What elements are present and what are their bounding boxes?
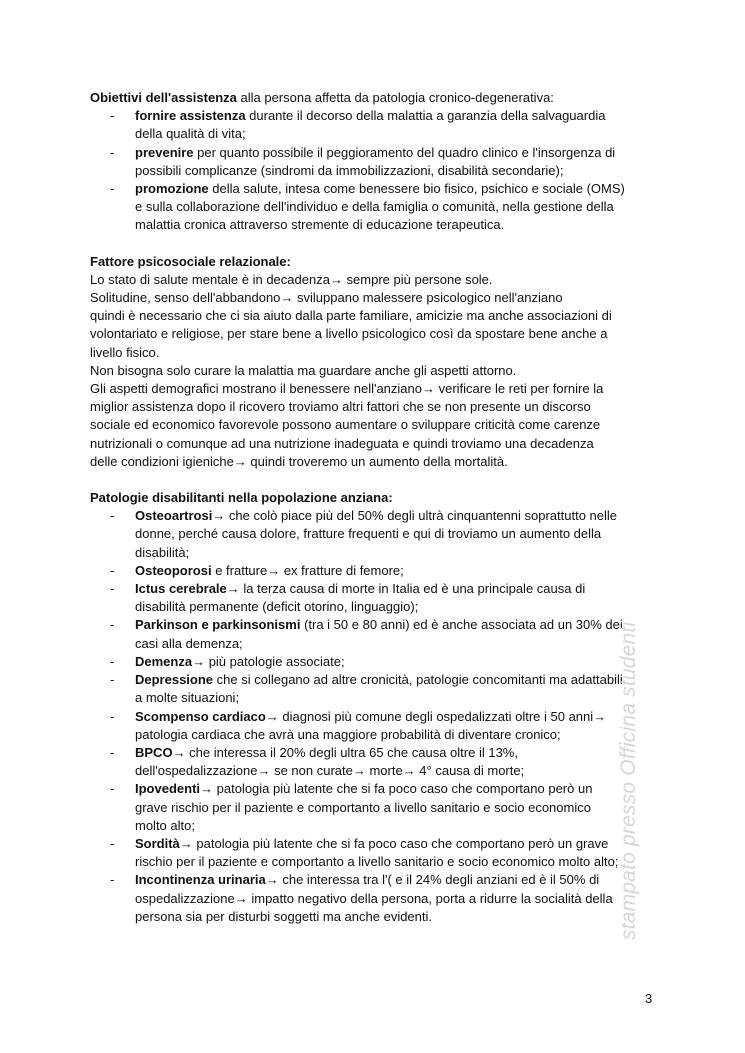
list-item [90, 671, 655, 707]
list-item-line [135, 762, 655, 780]
list-item-line [135, 653, 655, 671]
list-item [90, 144, 655, 180]
psicosociale-paragraph [90, 271, 655, 471]
paragraph-line: Lo stato di salute mentale è in decadenza→ sempre più persone sole. [90, 271, 493, 287]
list-item-term: Incontinenza urinaria [135, 872, 266, 888]
list-item-line [135, 562, 655, 580]
list-item-term: prevenire [135, 144, 194, 160]
list-item-line [135, 853, 655, 871]
bullet-dash: - [110, 708, 115, 724]
list-item-text: rischio per il paziente e comportanto a livello sanitario e socio economico molto alto; [135, 854, 619, 870]
list-item-line [135, 544, 655, 562]
paragraph-line: Solitudine, senso dell'abbandono→ sviluppano malessere psicologico nell'anziano [90, 290, 563, 306]
list-item [90, 744, 655, 780]
list-item [90, 107, 655, 143]
list-item [90, 780, 655, 835]
list-item-line [135, 908, 655, 926]
list-item-term: Scompenso cardiaco [135, 708, 266, 724]
list-item-text: → che colò piace più del 50% degli ultrà cinquantenni soprattutto nelle [212, 508, 618, 524]
paragraph-line: sociale ed economico favorevole possono aumentare o sviluppare criticità come carenze [90, 417, 601, 433]
list-item-term: promozione [135, 181, 209, 197]
list-item-text: (tra i 50 e 80 anni) ed è anche associata ad un 30% dei [300, 617, 623, 633]
list-item-line [135, 216, 655, 234]
list-item-line [135, 780, 655, 798]
list-item-line [135, 871, 655, 889]
list-item-line [135, 708, 655, 726]
section-heading-line [90, 253, 655, 271]
bullet-dash: - [110, 181, 115, 197]
bullet-dash: - [110, 617, 115, 633]
list-item-term: Osteoartrosi [135, 508, 213, 524]
paragraph-line: livello fisico. [90, 344, 160, 360]
bullet-dash: - [110, 653, 115, 669]
list-item [90, 180, 655, 235]
list-item-line [135, 525, 655, 543]
list-item-text: ospedalizzazione→ impatto negativo della persona, porta a ridurre la socialità della [135, 890, 613, 906]
list-item [90, 835, 655, 871]
section-heading-line [90, 89, 655, 107]
list-item-term: Osteoporosi [135, 562, 212, 578]
list-item-term: BPCO [135, 744, 173, 760]
paragraph-line: delle condizioni igieniche→ quindi troveremo un aumento della mortalità. [90, 453, 508, 469]
list-item-text: → patologia più latente che si fa poco caso che comportano però un grave [179, 835, 609, 851]
list-item-text: per quanto possibile il peggioramento del quadro clinico e l'insorgenza di [193, 144, 616, 160]
list-item-text: disabilità; [135, 544, 190, 560]
bullet-dash: - [110, 144, 115, 160]
section-psicosociale [90, 253, 655, 471]
list-item-line [135, 107, 655, 125]
section-obiettivi [90, 89, 655, 235]
bullet-dash: - [110, 744, 115, 760]
list-item-text: casi alla demenza; [135, 635, 243, 651]
page-number: 3 [645, 991, 653, 1006]
list-item-term: Ictus cerebrale [135, 581, 227, 597]
list-item-line [135, 616, 655, 634]
list-item-line [135, 635, 655, 653]
list-item-text: → la terza causa di morte in Italia ed è una principale causa di [226, 581, 586, 597]
list-item-line [135, 198, 655, 216]
list-item-text: possibili complicanze (sindromi da immobilizzazioni, disabilità secondarie); [135, 162, 564, 178]
list-item-text: che si collegano ad altre cronicità, patologie concomitanti ma adattabili [213, 672, 623, 688]
bullet-dash: - [110, 108, 115, 124]
list-item-text: malattia cronica attraverso stremente di educazione terapeutica. [135, 217, 505, 233]
list-item [90, 562, 655, 580]
section-heading: Fattore psicosociale relazionale: [90, 253, 291, 269]
watermark: stampato presso Officina studenti [617, 621, 640, 940]
list-item-text: a molte situazioni; [135, 690, 240, 706]
paragraph-line: volontariato e religiose, per stare bene a livello psicologico così da spostare bene anche a [90, 326, 608, 342]
list-item [90, 871, 655, 926]
list-item-term: Parkinson e parkinsonismi [135, 617, 301, 633]
list-item-term: Ipovedenti [135, 781, 201, 797]
list-item-line [135, 835, 655, 853]
list-item-text: grave rischio per il paziente e comportanto a livello sanitario e socio economico [135, 799, 591, 815]
list-item-line [135, 598, 655, 616]
list-item-term: fornire assistenza [135, 108, 246, 124]
bullet-dash: - [110, 835, 115, 851]
list-item-text: e sulla collaborazione dell'individuo e della famiglia o comunità, nella gestione della [135, 199, 614, 215]
bullet-dash: - [110, 672, 115, 688]
list-item-line [135, 726, 655, 744]
paragraph-line: Gli aspetti demografici mostrano il benessere nell'anziano→ verificare le reti per fornire la [90, 381, 604, 397]
bullet-dash: - [110, 581, 115, 597]
list-item-text: della qualità di vita; [135, 126, 246, 142]
list-item-line [135, 799, 655, 817]
list-item-text: → che interessa tra l'( e il 24% degli anziani ed è il 50% di [265, 872, 600, 888]
list-item-line [135, 162, 655, 180]
list-item-line [135, 580, 655, 598]
list-item [90, 507, 655, 562]
list-item-text: → più patologie associate; [192, 653, 345, 669]
bullet-dash: - [110, 508, 115, 524]
bullet-dash: - [110, 781, 115, 797]
list-item-line [135, 671, 655, 689]
list-item-line [135, 144, 655, 162]
list-item-text: → che interessa il 20% degli ultra 65 che causa oltre il 13%, [172, 744, 518, 760]
bullet-dash: - [110, 872, 115, 888]
paragraph-line: Non bisogna solo curare la malattia ma guardare anche gli aspetti attorno. [90, 362, 517, 378]
list-item-line [135, 890, 655, 908]
list-item-text: durante il decorso della malattia a garanzia della salvaguardia [245, 108, 606, 124]
list-item-text: patologia cardiaca che avrà una maggiore probabilità di diventare cronico; [135, 726, 561, 742]
paragraph-line: miglior assistenza dopo il ricovero troviamo altri fattori che se non presente un discorso [90, 399, 591, 415]
objectives-list [90, 107, 655, 234]
paragraph-line: nutrizionali o comunque ad una nutrizione inadeguata e quindi troviamo una decadenza [90, 435, 594, 451]
section-heading-rest: alla persona affetta da patologia cronico-degenerativa: [236, 90, 554, 105]
list-item-text: dell'ospedalizzazione→ se non curate→ morte→ 4° causa di morte; [135, 763, 525, 779]
list-item [90, 708, 655, 744]
pathologies-list [90, 507, 655, 926]
list-item-term: Depressione [135, 672, 214, 688]
list-item-text: della salute, intesa come benessere bio fisico, psichico e sociale (OMS) [208, 181, 625, 197]
section-heading: Patologie disabilitanti nella popolazione anziana: [90, 490, 393, 506]
list-item-text: molto alto; [135, 817, 195, 833]
list-item-line [135, 744, 655, 762]
bullet-dash: - [110, 562, 115, 578]
page-content [90, 89, 655, 944]
list-item-line [135, 125, 655, 143]
list-item-text: → diagnosi più comune degli ospedalizzati oltre i 50 anni→ [265, 708, 607, 724]
list-item-line [135, 689, 655, 707]
list-item [90, 616, 655, 652]
list-item-line [135, 180, 655, 198]
list-item-term: Demenza [135, 653, 193, 669]
paragraph-line: quindi è necessario che ci sia aiuto dalla parte familiare, amicizie ma anche associazioni di [90, 308, 612, 324]
list-item-text: disabilità permanente (deficit otorino, linguaggio); [135, 599, 419, 615]
list-item [90, 580, 655, 616]
section-heading: Obiettivi dell'assistenza [90, 90, 237, 105]
list-item-text: persona sia per disturbi soggetti ma anche evidenti. [135, 908, 433, 924]
list-item-text: → patologia più latente che si fa poco caso che comportano però un [200, 781, 593, 797]
list-item-term: Sordità [135, 835, 180, 851]
section-heading-line [90, 489, 655, 507]
list-item-line [135, 507, 655, 525]
section-patologie [90, 489, 655, 926]
list-item-text: donne, perché causa dolore, fratture frequenti e qui di troviamo un aumento della [135, 526, 602, 542]
list-item [90, 653, 655, 671]
list-item-line [135, 817, 655, 835]
list-item-text: e fratture→ ex fratture di femore; [211, 562, 404, 578]
